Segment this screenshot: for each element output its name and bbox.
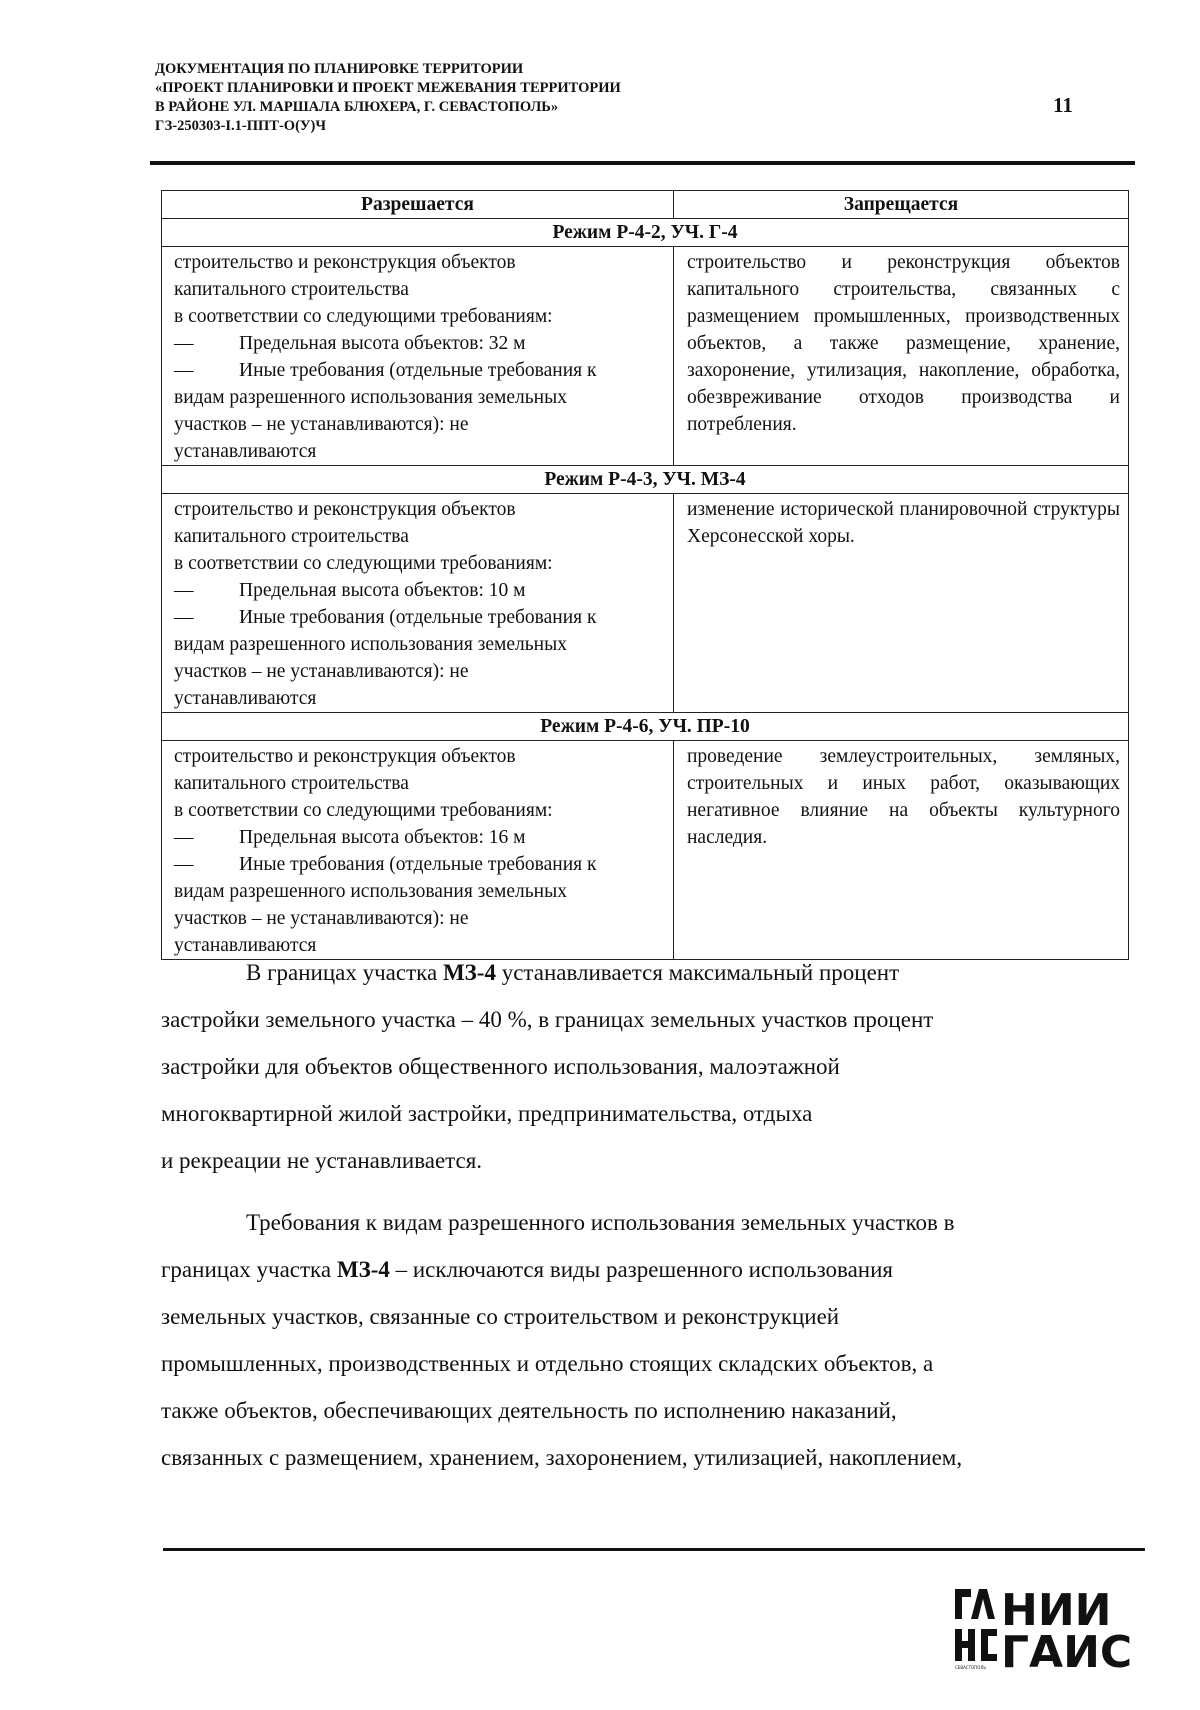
mode-title: Режим Р-4-2, УЧ. Г-4 <box>162 219 1129 247</box>
footer-divider <box>163 1548 1145 1551</box>
paragraph-line: также объектов, обеспечивающих деятельность по исполнению наказаний, <box>161 1398 897 1423</box>
allowed-text: строительство и реконструкция объектов <box>174 252 516 273</box>
paragraph-line: многоквартирной жилой застройки, предпринимательства, отдыха <box>161 1101 813 1126</box>
allowed-text: участков – не устанавливаются): не <box>174 908 469 929</box>
paragraph-line: застройки земельного участка – 40 %, в границах земельных участков процент <box>161 1007 934 1032</box>
paragraph-line: границах участка МЗ-4 – исключаются виды разрешенного использования <box>161 1257 893 1282</box>
plot-code: МЗ-4 <box>336 1257 390 1282</box>
document-header <box>155 60 1055 136</box>
allowed-text: в соответствии со следующими требованиям: <box>174 553 553 574</box>
allowed-cell <box>162 741 674 960</box>
column-header-allowed: Разрешается <box>162 191 674 219</box>
mode-row <box>162 466 1129 494</box>
allowed-text: строительство и реконструкция объектов <box>174 499 516 520</box>
allowed-text: участков – не устанавливаются): не <box>174 414 469 435</box>
allowed-text: капитального строительства <box>174 279 409 300</box>
regulations-table <box>161 190 1129 960</box>
forbidden-cell: строительство и реконструкция объектов капитального строительства, связанных с размещением промышленных, производственных объектов, а также размещение, хранение, захоронение, утилизация, накопление, обработка, обезвреживание отходов производства и потребления. <box>674 247 1129 466</box>
allowed-text: видам разрешенного использования земельных <box>174 387 567 408</box>
mode-title: Режим Р-4-3, УЧ. МЗ-4 <box>162 466 1129 494</box>
allowed-text: видам разрешенного использования земельных <box>174 634 567 655</box>
allowed-text: участков – не устанавливаются): не <box>174 661 469 682</box>
mode-row <box>162 219 1129 247</box>
table-row <box>162 247 1129 466</box>
nii-gais-logo <box>953 1585 1133 1670</box>
paragraph-line: связанных с размещением, хранением, захоронением, утилизацией, накоплением, <box>161 1445 963 1470</box>
gais-emblem-icon <box>955 1589 997 1661</box>
allowed-text: капитального строительства <box>174 773 409 794</box>
allowed-text: строительство и реконструкция объектов <box>174 746 516 767</box>
mode-row <box>162 713 1129 741</box>
header-line-3: В РАЙОНЕ УЛ. МАРШАЛА БЛЮХЕРА, Г. СЕВАСТОПОЛЬ» <box>155 99 559 115</box>
header-doc-code: ГЗ-250303-I.1-ППТ-О(У)Ч <box>155 118 327 134</box>
allowed-text: капитального строительства <box>174 526 409 547</box>
table-header-row <box>162 191 1129 219</box>
page-number: 11 <box>1053 93 1073 117</box>
forbidden-cell: проведение землеустроительных, земляных, строительных и иных работ, оказывающих негативное влияние на объекты культурного наследия. <box>674 741 1129 960</box>
paragraph-line: Требования к видам разрешенного использования земельных участков в <box>246 1210 955 1235</box>
allowed-text: в соответствии со следующими требованиям: <box>174 800 553 821</box>
paragraph-line: В границах участка МЗ-4 устанавливается максимальный процент <box>246 960 900 985</box>
paragraph-line: застройки для объектов общественного использования, малоэтажной <box>161 1054 840 1079</box>
paragraph-line: промышленных, производственных и отдельно стоящих складских объектов, а <box>161 1351 934 1376</box>
allowed-text: видам разрешенного использования земельных <box>174 881 567 902</box>
logo-small-text: СЕВАСТОПОЛЬ <box>955 1665 987 1670</box>
allowed-text: устанавливаются <box>174 935 317 956</box>
requirement-item: — Иные требования (отдельные требования к <box>174 607 597 628</box>
paragraph-line: земельных участков, связанные со строительством и реконструкцией <box>161 1304 840 1329</box>
plot-code: МЗ-4 <box>442 960 496 985</box>
requirement-item: — Иные требования (отдельные требования к <box>174 854 597 875</box>
column-header-forbidden: Запрещается <box>674 191 1129 219</box>
paragraph-line: и рекреации не устанавливается. <box>161 1148 483 1173</box>
logo-gais-text: ГАИС <box>1001 1627 1133 1670</box>
header-divider <box>150 161 1135 165</box>
allowed-text: в соответствии со следующими требованиям: <box>174 306 553 327</box>
allowed-text: устанавливаются <box>174 688 317 709</box>
header-line-1: ДОКУМЕНТАЦИЯ ПО ПЛАНИРОВКЕ ТЕРРИТОРИИ <box>155 61 524 77</box>
allowed-text: устанавливаются <box>174 441 317 462</box>
header-line-2: «ПРОЕКТ ПЛАНИРОВКИ И ПРОЕКТ МЕЖЕВАНИЯ ТЕРРИТОРИИ <box>155 80 621 96</box>
requirement-item: — Иные требования (отдельные требования к <box>174 360 597 381</box>
logo-nii-text: НИИ <box>1001 1585 1112 1636</box>
requirement-item: — Предельная высота объектов: 16 м <box>174 827 526 848</box>
forbidden-cell: изменение исторической планировочной структуры Херсонесской хоры. <box>674 494 1129 713</box>
allowed-cell <box>162 494 674 713</box>
table-row <box>162 741 1129 960</box>
allowed-cell <box>162 247 674 466</box>
mode-title: Режим Р-4-6, УЧ. ПР-10 <box>162 713 1129 741</box>
requirement-item: — Предельная высота объектов: 10 м <box>174 580 526 601</box>
table-row <box>162 494 1129 713</box>
requirement-item: — Предельная высота объектов: 32 м <box>174 333 526 354</box>
